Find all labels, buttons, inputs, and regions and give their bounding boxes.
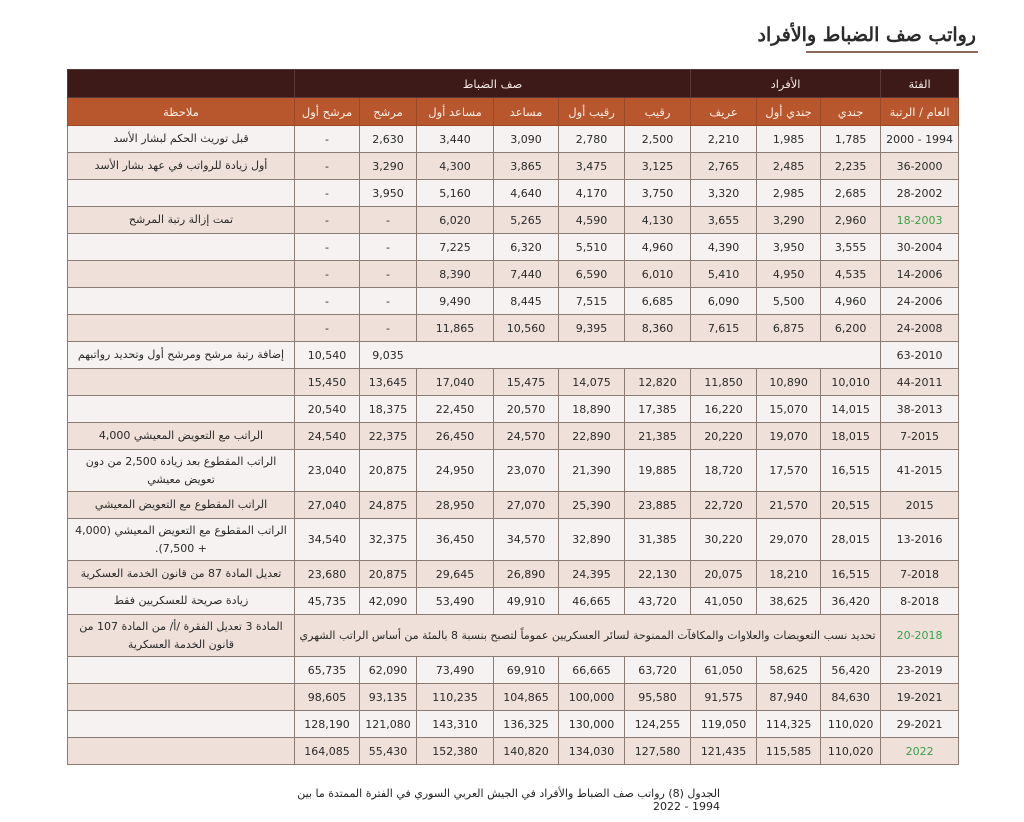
cell-first-sergeant: 22,890 [559, 423, 625, 450]
cell-candidate: 9,035 [360, 342, 417, 369]
cell-year: 29-2021 [881, 711, 959, 738]
cell-candidate: 93,135 [360, 684, 417, 711]
cell-soldier: 36,420 [821, 588, 881, 615]
cell-assistant: 23,070 [494, 450, 559, 492]
cell-note: المادة 3 تعديل الفقرة /أ/ من المادة 107 من قانون الخدمة العسكرية [68, 615, 295, 657]
cell-first-candidate: - [295, 288, 360, 315]
cell-first-soldier: 17,570 [757, 450, 821, 492]
cell-first-candidate: 10,540 [295, 342, 360, 369]
cell-soldier: 110,020 [821, 711, 881, 738]
cell-note [68, 288, 295, 315]
cell-sergeant: 127,580 [625, 738, 691, 765]
cell-note: تمت إزالة رتبة المرشح [68, 207, 295, 234]
cell-first-soldier: 3,950 [757, 234, 821, 261]
cell-assistant: 49,910 [494, 588, 559, 615]
cell-first-candidate: - [295, 234, 360, 261]
cell-first-candidate: 27,040 [295, 492, 360, 519]
cell-assistant: 104,865 [494, 684, 559, 711]
cell-assistant: 10,560 [494, 315, 559, 342]
cell-candidate: - [360, 234, 417, 261]
table-row [68, 369, 959, 396]
cell-year: 36-2000 [881, 153, 959, 180]
cell-first-soldier: 19,070 [757, 423, 821, 450]
table-row [68, 234, 959, 261]
cell-assistant: 5,265 [494, 207, 559, 234]
cell-assistant: 6,320 [494, 234, 559, 261]
cell-soldier: 56,420 [821, 657, 881, 684]
cell-first-soldier: 115,585 [757, 738, 821, 765]
cell-year: 13-2016 [881, 519, 959, 561]
cell-sergeant: 4,130 [625, 207, 691, 234]
cell-first-soldier: 2,485 [757, 153, 821, 180]
cell-candidate: - [360, 288, 417, 315]
cell-note [68, 738, 295, 765]
cell-corporal: 20,220 [691, 423, 757, 450]
col-header-first-candidate: مرشح أول [295, 98, 360, 126]
cell-first-candidate: 24,540 [295, 423, 360, 450]
cell-first-candidate: 98,605 [295, 684, 360, 711]
cell-first-sergeant: 4,590 [559, 207, 625, 234]
cell-assistant: 27,070 [494, 492, 559, 519]
cell-note [68, 711, 295, 738]
cell-first-candidate: 23,040 [295, 450, 360, 492]
cell-candidate: 2,630 [360, 126, 417, 153]
cell-first-assistant: 53,490 [417, 588, 494, 615]
cell-first-soldier: 3,290 [757, 207, 821, 234]
cell-assistant: 3,865 [494, 153, 559, 180]
cell-candidate: 20,875 [360, 450, 417, 492]
cell-first-assistant: 4,300 [417, 153, 494, 180]
cell-soldier: 14,015 [821, 396, 881, 423]
cell-first-sergeant: 4,170 [559, 180, 625, 207]
cell-first-assistant: 7,225 [417, 234, 494, 261]
cell-first-sergeant: 5,510 [559, 234, 625, 261]
cell-first-candidate: - [295, 180, 360, 207]
cell-corporal: 18,720 [691, 450, 757, 492]
col-header-assistant: مساعد [494, 98, 559, 126]
cell-soldier: 16,515 [821, 561, 881, 588]
cell-sergeant: 21,385 [625, 423, 691, 450]
cell-note [68, 657, 295, 684]
cell-sergeant: 19,885 [625, 450, 691, 492]
table-row [68, 261, 959, 288]
cell-assistant: 136,325 [494, 711, 559, 738]
cell-first-soldier: 114,325 [757, 711, 821, 738]
cell-soldier: 20,515 [821, 492, 881, 519]
cell-note [68, 261, 295, 288]
cell-sergeant: 3,750 [625, 180, 691, 207]
table-row [68, 519, 959, 561]
cell-first-sergeant: 32,890 [559, 519, 625, 561]
cell-first-soldier: 18,210 [757, 561, 821, 588]
cell-first-assistant: 26,450 [417, 423, 494, 450]
cell-first-assistant: 11,865 [417, 315, 494, 342]
col-header-first-assistant: مساعد أول [417, 98, 494, 126]
cell-soldier: 6,200 [821, 315, 881, 342]
cell-year: 2015 [881, 492, 959, 519]
cell-first-sergeant: 46,665 [559, 588, 625, 615]
cell-corporal: 6,090 [691, 288, 757, 315]
cell-corporal: 3,320 [691, 180, 757, 207]
group-header-notes [68, 70, 295, 98]
cell-corporal: 5,410 [691, 261, 757, 288]
cell-first-candidate: 65,735 [295, 657, 360, 684]
cell-first-assistant: 73,490 [417, 657, 494, 684]
cell-first-assistant: 152,380 [417, 738, 494, 765]
cell-note: تعديل المادة 87 من قانون الخدمة العسكرية [68, 561, 295, 588]
cell-soldier: 2,235 [821, 153, 881, 180]
cell-first-assistant: 5,160 [417, 180, 494, 207]
title-underline [806, 51, 978, 53]
table-row [68, 126, 959, 153]
cell-first-soldier: 6,875 [757, 315, 821, 342]
cell-first-sergeant: 134,030 [559, 738, 625, 765]
cell-first-soldier: 38,625 [757, 588, 821, 615]
cell-corporal: 121,435 [691, 738, 757, 765]
cell-candidate: 32,375 [360, 519, 417, 561]
cell-corporal: 11,850 [691, 369, 757, 396]
cell-first-soldier: 1,985 [757, 126, 821, 153]
cell-first-assistant: 22,450 [417, 396, 494, 423]
cell-assistant: 7,440 [494, 261, 559, 288]
group-header-individuals: الأفراد [691, 70, 881, 98]
cell-first-sergeant: 66,665 [559, 657, 625, 684]
cell-first-assistant: 3,440 [417, 126, 494, 153]
cell-first-soldier: 10,890 [757, 369, 821, 396]
cell-first-candidate: 128,190 [295, 711, 360, 738]
cell-first-candidate: 34,540 [295, 519, 360, 561]
cell-first-sergeant: 2,780 [559, 126, 625, 153]
cell-assistant: 3,090 [494, 126, 559, 153]
cell-first-candidate: - [295, 261, 360, 288]
cell-sergeant: 31,385 [625, 519, 691, 561]
cell-assistant: 24,570 [494, 423, 559, 450]
cell-first-sergeant: 7,515 [559, 288, 625, 315]
table-row [68, 450, 959, 492]
cell-first-sergeant: 130,000 [559, 711, 625, 738]
cell-assistant: 20,570 [494, 396, 559, 423]
cell-year: 38-2013 [881, 396, 959, 423]
table-row [68, 423, 959, 450]
cell-corporal: 41,050 [691, 588, 757, 615]
cell-sergeant: 23,885 [625, 492, 691, 519]
cell-soldier: 2,685 [821, 180, 881, 207]
cell-first-candidate: - [295, 153, 360, 180]
cell-assistant: 26,890 [494, 561, 559, 588]
cell-year: 24-2006 [881, 288, 959, 315]
cell-candidate: 24,875 [360, 492, 417, 519]
col-header-corporal: عريف [691, 98, 757, 126]
cell-first-sergeant: 24,395 [559, 561, 625, 588]
cell-first-soldier: 87,940 [757, 684, 821, 711]
cell-corporal: 61,050 [691, 657, 757, 684]
table-row [68, 288, 959, 315]
cell-candidate: - [360, 315, 417, 342]
cell-corporal: 119,050 [691, 711, 757, 738]
col-header-sergeant: رقيب [625, 98, 691, 126]
col-header-year: العام / الرتبة [881, 98, 959, 126]
col-header-first-soldier: جندي أول [757, 98, 821, 126]
cell-year: 24-2008 [881, 315, 959, 342]
cell-sergeant: 2,500 [625, 126, 691, 153]
cell-sergeant: 95,580 [625, 684, 691, 711]
cell-corporal: 4,390 [691, 234, 757, 261]
cell-year: 18-2003 [881, 207, 959, 234]
cell-candidate: 18,375 [360, 396, 417, 423]
cell-sergeant: 8,360 [625, 315, 691, 342]
cell-soldier: 28,015 [821, 519, 881, 561]
cell-first-assistant: 143,310 [417, 711, 494, 738]
cell-year: 2022 [881, 738, 959, 765]
cell-note [68, 369, 295, 396]
cell-first-soldier: 58,625 [757, 657, 821, 684]
cell-assistant: 15,475 [494, 369, 559, 396]
cell-corporal: 3,655 [691, 207, 757, 234]
cell-soldier: 3,555 [821, 234, 881, 261]
cell-sergeant: 6,010 [625, 261, 691, 288]
cell-candidate: 62,090 [360, 657, 417, 684]
cell-first-assistant: 29,645 [417, 561, 494, 588]
cell-year: 7-2018 [881, 561, 959, 588]
cell-soldier: 110,020 [821, 738, 881, 765]
cell-soldier: 10,010 [821, 369, 881, 396]
cell-candidate: - [360, 207, 417, 234]
cell-note: الراتب المقطوع مع التعويض المعيشي (4,000 + 7,500). [68, 519, 295, 561]
cell-first-candidate: 164,085 [295, 738, 360, 765]
cell-sergeant: 43,720 [625, 588, 691, 615]
cell-candidate: - [360, 261, 417, 288]
table-row [68, 315, 959, 342]
cell-first-soldier: 29,070 [757, 519, 821, 561]
cell-first-sergeant: 14,075 [559, 369, 625, 396]
cell-soldier: 4,960 [821, 288, 881, 315]
cell-soldier: 2,960 [821, 207, 881, 234]
cell-first-soldier: 2,985 [757, 180, 821, 207]
cell-merged: تحديد نسب التعويضات والعلاوات والمكافآت الممنوحة لسائر العسكريين عموماً لتصبح بنسبة 8 بالمئة من أساس الراتب الشهري [295, 615, 881, 657]
table-row [68, 738, 959, 765]
cell-sergeant: 3,125 [625, 153, 691, 180]
cell-note [68, 396, 295, 423]
cell-first-sergeant: 6,590 [559, 261, 625, 288]
cell-soldier: 18,015 [821, 423, 881, 450]
cell-first-candidate: - [295, 207, 360, 234]
cell-note: أول زيادة للرواتب في عهد بشار الأسد [68, 153, 295, 180]
group-header-nco: صف الضباط [295, 70, 691, 98]
cell-year: 30-2004 [881, 234, 959, 261]
cell-year: 44-2011 [881, 369, 959, 396]
table-row [68, 180, 959, 207]
cell-sergeant: 17,385 [625, 396, 691, 423]
cell-first-sergeant: 25,390 [559, 492, 625, 519]
cell-year: 28-2002 [881, 180, 959, 207]
table-row [68, 492, 959, 519]
cell-sergeant: 124,255 [625, 711, 691, 738]
cell-sergeant: 6,685 [625, 288, 691, 315]
cell-note: إضافة رتبة مرشح ومرشح أول وتحديد رواتبهم [68, 342, 295, 369]
cell-candidate: 3,290 [360, 153, 417, 180]
table-row [68, 396, 959, 423]
cell-first-sergeant: 3,475 [559, 153, 625, 180]
cell-first-assistant: 9,490 [417, 288, 494, 315]
cell-note: قبل توريث الحكم لبشار الأسد [68, 126, 295, 153]
cell-first-assistant: 110,235 [417, 684, 494, 711]
cell-sergeant: 4,960 [625, 234, 691, 261]
group-header-category: الفئة [881, 70, 959, 98]
cell-note [68, 315, 295, 342]
cell-assistant: 140,820 [494, 738, 559, 765]
cell-first-candidate: - [295, 126, 360, 153]
table-row [68, 342, 959, 369]
cell-first-assistant: 36,450 [417, 519, 494, 561]
cell-candidate: 20,875 [360, 561, 417, 588]
cell-first-soldier: 4,950 [757, 261, 821, 288]
cell-sergeant: 12,820 [625, 369, 691, 396]
cell-first-candidate: 15,450 [295, 369, 360, 396]
table-row [68, 657, 959, 684]
cell-year: 8-2018 [881, 588, 959, 615]
cell-assistant: 4,640 [494, 180, 559, 207]
cell-first-candidate: 45,735 [295, 588, 360, 615]
cell-first-assistant: 6,020 [417, 207, 494, 234]
cell-first-sergeant: 21,390 [559, 450, 625, 492]
cell-first-candidate: - [295, 315, 360, 342]
cell-note [68, 234, 295, 261]
cell-corporal: 91,575 [691, 684, 757, 711]
col-header-soldier: جندي [821, 98, 881, 126]
table-row [68, 615, 959, 657]
cell-soldier: 84,630 [821, 684, 881, 711]
cell-first-soldier: 21,570 [757, 492, 821, 519]
cell-note [68, 180, 295, 207]
cell-year: 14-2006 [881, 261, 959, 288]
cell-candidate: 42,090 [360, 588, 417, 615]
cell-first-sergeant: 9,395 [559, 315, 625, 342]
cell-first-sergeant: 100,000 [559, 684, 625, 711]
cell-note [68, 684, 295, 711]
cell-corporal: 22,720 [691, 492, 757, 519]
cell-note: زيادة صريحة للعسكريين فقط [68, 588, 295, 615]
cell-year: 63-2010 [881, 342, 959, 369]
cell-corporal: 2,765 [691, 153, 757, 180]
cell-assistant: 69,910 [494, 657, 559, 684]
cell-sergeant: 22,130 [625, 561, 691, 588]
col-header-candidate: مرشح [360, 98, 417, 126]
cell-corporal: 2,210 [691, 126, 757, 153]
table-row [68, 684, 959, 711]
cell-candidate: 121,080 [360, 711, 417, 738]
cell-empty-merged [417, 342, 881, 369]
cell-first-candidate: 20,540 [295, 396, 360, 423]
cell-candidate: 3,950 [360, 180, 417, 207]
cell-first-sergeant: 18,890 [559, 396, 625, 423]
table-row [68, 711, 959, 738]
cell-year: 1994 - 2000 [881, 126, 959, 153]
salary-table [67, 69, 959, 765]
cell-note: الراتب المقطوع مع التعويض المعيشي [68, 492, 295, 519]
cell-first-soldier: 15,070 [757, 396, 821, 423]
cell-note: الراتب مع التعويض المعيشي 4,000 [68, 423, 295, 450]
table-row [68, 561, 959, 588]
cell-year: 7-2015 [881, 423, 959, 450]
table-row [68, 153, 959, 180]
cell-first-assistant: 17,040 [417, 369, 494, 396]
cell-corporal: 16,220 [691, 396, 757, 423]
cell-assistant: 34,570 [494, 519, 559, 561]
cell-year: 19-2021 [881, 684, 959, 711]
col-header-first-sergeant: رقيب أول [559, 98, 625, 126]
col-header-note: ملاحظة [68, 98, 295, 126]
cell-year: 20-2018 [881, 615, 959, 657]
group-header-row [68, 70, 959, 98]
cell-candidate: 22,375 [360, 423, 417, 450]
cell-first-assistant: 28,950 [417, 492, 494, 519]
cell-soldier: 1,785 [821, 126, 881, 153]
cell-first-candidate: 23,680 [295, 561, 360, 588]
cell-note: الراتب المقطوع بعد زيادة 2,500 من دون تعويض معيشي [68, 450, 295, 492]
cell-assistant: 8,445 [494, 288, 559, 315]
cell-sergeant: 63,720 [625, 657, 691, 684]
cell-candidate: 55,430 [360, 738, 417, 765]
table-row [68, 588, 959, 615]
page-title: رواتب صف الضباط والأفراد [757, 24, 976, 46]
column-header-row [68, 98, 959, 126]
cell-soldier: 16,515 [821, 450, 881, 492]
table-row [68, 207, 959, 234]
cell-first-soldier: 5,500 [757, 288, 821, 315]
table-caption: الجدول (8) رواتب صف الضباط والأفراد في الجيش العربي السوري في الفترة الممتدة ما بين 1994 - 2022 [297, 787, 720, 813]
cell-first-assistant: 8,390 [417, 261, 494, 288]
cell-soldier: 4,535 [821, 261, 881, 288]
cell-year: 23-2019 [881, 657, 959, 684]
cell-candidate: 13,645 [360, 369, 417, 396]
cell-corporal: 20,075 [691, 561, 757, 588]
cell-year: 41-2015 [881, 450, 959, 492]
cell-corporal: 30,220 [691, 519, 757, 561]
cell-corporal: 7,615 [691, 315, 757, 342]
cell-first-assistant: 24,950 [417, 450, 494, 492]
